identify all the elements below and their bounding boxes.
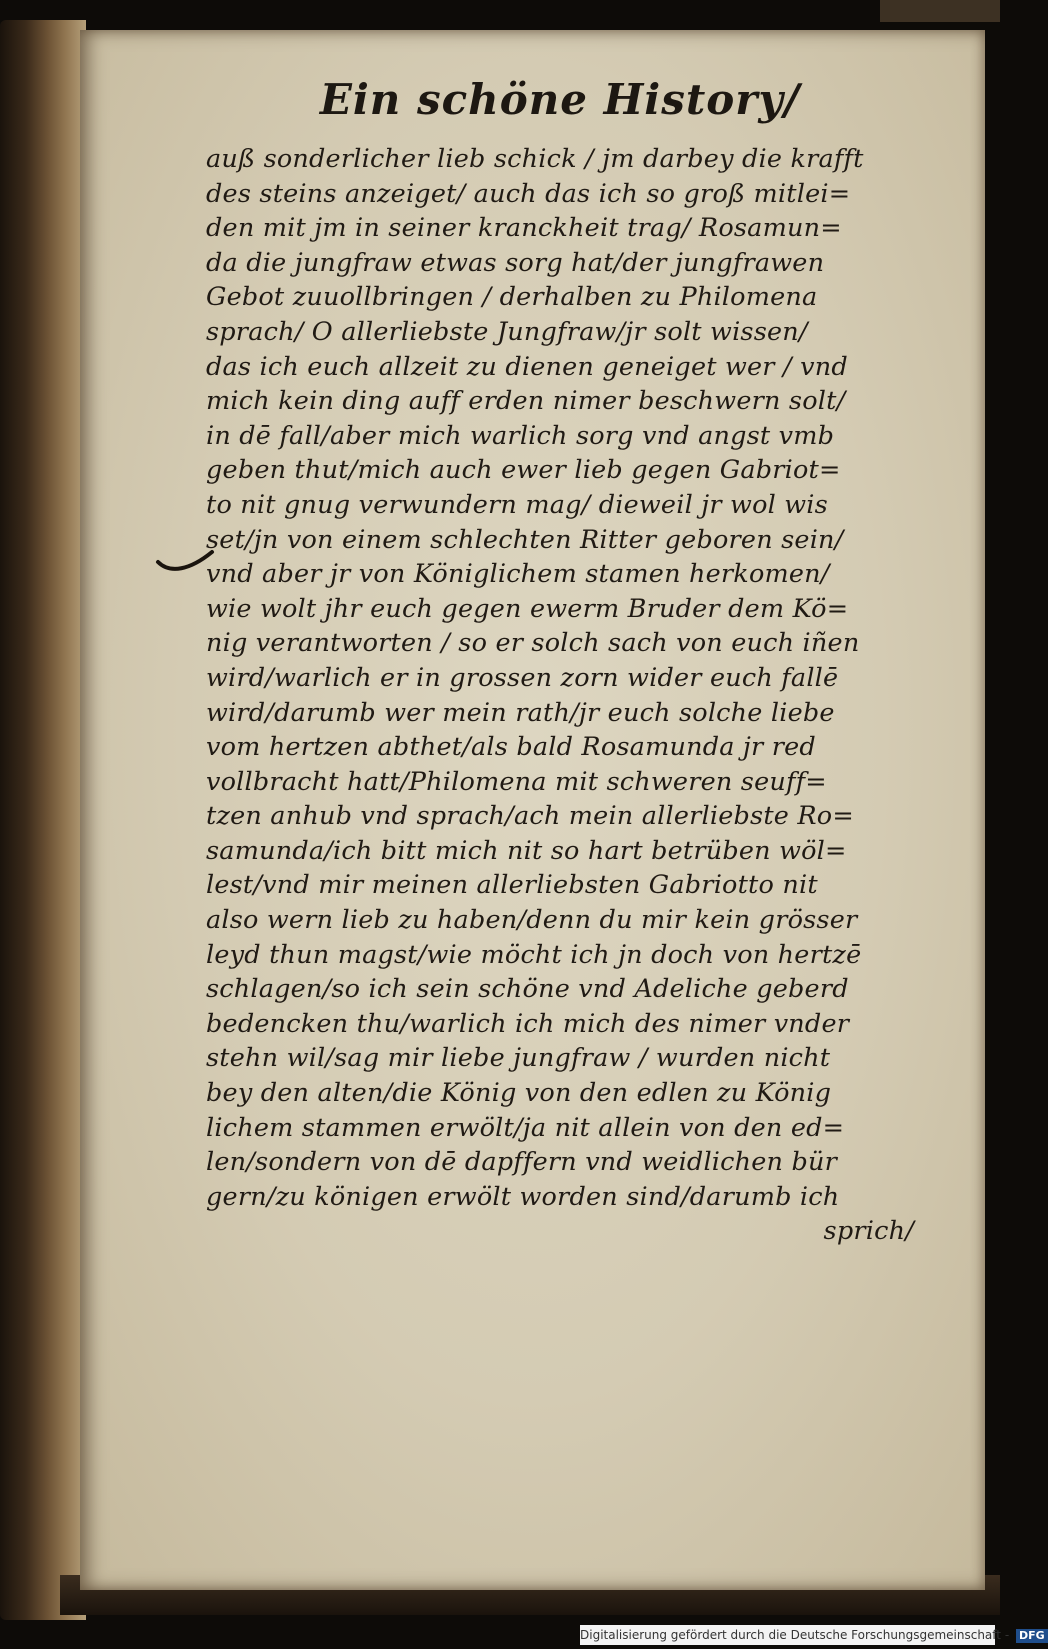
body-text <box>206 142 966 1249</box>
text-line: Gebot zuuollbringen / derhalben zu Philomena <box>206 282 818 313</box>
book-top-edge <box>880 0 1000 22</box>
text-line: wird/darumb wer mein rath/jr euch solche liebe <box>206 697 835 728</box>
digitization-credit <box>580 1625 1045 1645</box>
book-spine-edge <box>0 20 86 1620</box>
text-line: vom hertzen abthet/als bald Rosamunda jr red <box>206 732 816 763</box>
text-line: wie wolt jhr euch gegen ewerm Bruder dem Kö= <box>206 593 849 624</box>
text-line: to nit gnug verwundern mag/ dieweil jr wol wis <box>206 489 828 520</box>
text-line: auß sonderlicher lieb schick / jm darbey die krafft <box>206 144 864 174</box>
text-line: sprach/ O allerliebste Jungfraw/jr solt wissen/ <box>206 316 808 347</box>
text-line: schlagen/so ich sein schöne vnd Adeliche geberd <box>206 974 849 1005</box>
running-head: Ein schöne History/ <box>319 75 801 124</box>
text-line: lest/vnd mir meinen allerliebsten Gabriotto nit <box>206 870 818 901</box>
text-line: bey den alten/die König von den edlen zu König <box>206 1078 832 1109</box>
text-line: des steins anzeiget/ auch das ich so groß mitlei= <box>206 178 851 209</box>
text-line: geben thut/mich auch ewer lieb gegen Gabriot= <box>206 455 841 486</box>
text-line: nig verantworten / so er solch sach von euch iñen <box>206 628 860 659</box>
text-line: da die jungfraw etwas sorg hat/der jungfrawen <box>206 247 825 278</box>
text-line: wird/warlich er in grossen zorn wider euch fallē <box>206 662 839 693</box>
text-line: samunda/ich bitt mich nit so hart betrüben wöl= <box>206 835 847 866</box>
text-line: len/sondern von dē dapffern vnd weidlichen bür <box>206 1147 838 1178</box>
text-line: set/jn von einem schlechten Ritter geboren sein/ <box>206 524 844 555</box>
text-line: in dē fall/aber mich warlich sorg vnd angst vmb <box>206 420 835 451</box>
text-line: leyd thun magst/wie möcht ich jn doch von hertzē <box>206 939 862 970</box>
text-line: also wern lieb zu haben/denn du mir kein grösser <box>206 905 858 936</box>
text-line: gern/zu königen erwölt worden sind/darumb ich <box>206 1181 840 1212</box>
text-line: den mit jm in seiner kranckheit trag/ Rosamun= <box>206 213 842 244</box>
text-line: tzen anhub vnd sprach/ach mein allerliebste Ro= <box>206 801 854 832</box>
text-line: stehn wil/sag mir liebe jungfraw / wurden nicht <box>206 1043 831 1074</box>
catchword: sprich/ <box>823 1216 914 1247</box>
credit-text: Digitalisierung gefördert durch die Deutsche Forschungsgemeinschaft - <box>580 1628 1010 1642</box>
text-line: mich kein ding auff erden nimer beschwern solt/ <box>206 386 846 417</box>
text-line: das ich euch allzeit zu dienen geneiget wer / vnd <box>206 351 848 382</box>
text-line: vollbracht hatt/Philomena mit schweren seuff= <box>206 766 827 797</box>
text-line: bedencken thu/warlich ich mich des nimer vnder <box>206 1008 850 1039</box>
dfg-logo: DFG <box>1016 1629 1048 1643</box>
text-line: lichem stammen erwölt/ja nit allein von den ed= <box>206 1112 845 1143</box>
text-line: vnd aber jr von Königlichem stamen herkomen/ <box>206 559 830 590</box>
